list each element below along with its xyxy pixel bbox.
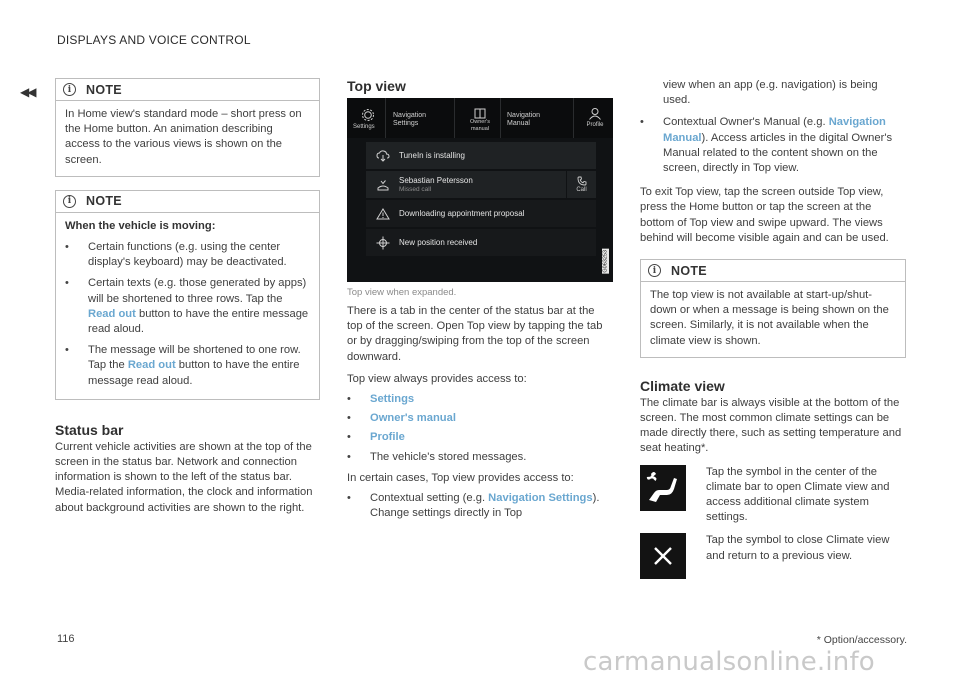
note-title: NOTE (86, 82, 122, 97)
status-bar-heading: Status bar (55, 421, 124, 438)
access-list (347, 392, 613, 465)
climate-view-heading: Climate view (640, 377, 725, 394)
missed-call-icon (377, 179, 389, 191)
figure-caption: Top view when expanded. (347, 287, 457, 298)
list-item: • The message will be shortened to one row. Tap the Read out button to have the entire message read aloud. (65, 343, 309, 389)
gear-icon (361, 108, 375, 122)
profile-shortcut[interactable]: Profile (581, 98, 609, 138)
download-icon (376, 150, 390, 162)
info-icon: i (648, 264, 661, 277)
phone-icon (577, 176, 587, 186)
footnote: * Option/accessory. (816, 634, 907, 646)
status-bar-text: Current vehicle activities are shown at the top of the screen in the status bar. Network and connection information is shown to the left of the status bar. Media-related information, the clock and information about background activities are shown to the right. (55, 440, 313, 514)
settings-link[interactable]: Settings (370, 393, 415, 406)
climate-open-row (640, 465, 906, 526)
message-list (366, 142, 596, 258)
climate-fan-icon (640, 465, 686, 511)
message-item[interactable]: TuneIn is installing (366, 142, 596, 169)
warning-icon (376, 208, 390, 220)
top-view-heading: Top view (347, 78, 406, 94)
close-icon (640, 533, 686, 579)
climate-open-text: Tap the symbol in the center of the climate bar to open Climate view and access additional climate system settings. (706, 465, 890, 524)
climate-close-text: Tap the symbol to close Climate view and return to a previous view. (706, 534, 890, 562)
page-number: 116 (57, 633, 75, 645)
read-out-link[interactable]: Read out (127, 359, 176, 372)
image-code: G063253 (602, 250, 609, 273)
profile-icon (588, 107, 602, 120)
note-lead: When the vehicle is moving: (65, 219, 216, 232)
owners-manual-shortcut[interactable]: Owner's manual (465, 98, 495, 138)
navigation-manual-link[interactable]: Navigation Manual (663, 116, 886, 144)
location-icon (376, 236, 390, 250)
list-item (347, 411, 613, 426)
paragraph: Top view always provides access to: (347, 372, 527, 385)
message-item[interactable]: New position received (366, 229, 596, 256)
list-item (347, 430, 613, 445)
note-home-view (55, 78, 320, 177)
info-icon: i (63, 195, 76, 208)
paragraph: To exit Top view, tap the screen outside Top view, press the Home button or tap the screen at the bottom of Top view and swipe upward. The views behind will become visible again and can be used. (640, 186, 889, 244)
top-view-screenshot (347, 98, 613, 282)
profile-link[interactable]: Profile (370, 431, 405, 444)
message-item[interactable]: Downloading appointment proposal (366, 200, 596, 227)
note-title: NOTE (671, 263, 707, 278)
call-button[interactable]: Call (566, 171, 596, 198)
note-vehicle-moving (55, 190, 320, 400)
message-item[interactable]: Sebastian Petersson Missed call Call (366, 171, 596, 198)
paragraph: In certain cases, Top view provides access to: (347, 471, 574, 484)
settings-shortcut[interactable]: Settings (353, 98, 381, 138)
climate-close-row (640, 533, 906, 579)
note-top-view (640, 259, 906, 358)
list-item: • Contextual setting (e.g. Navigation Settings). Change settings directly in Top (347, 491, 613, 521)
list-item: • Certain texts (e.g. those generated by apps) will be shortened to three rows. Tap the Read out button to have the entire message read aloud. (65, 276, 309, 337)
continued-marker: ◀◀ (20, 85, 35, 99)
column-middle (347, 78, 613, 527)
site-watermark: carmanualsonline.info (583, 647, 875, 677)
list-item: • The vehicle's stored messages. (347, 450, 613, 465)
list-item-continued: • view when an app (e.g. navigation) is being used. (640, 78, 906, 108)
read-out-link[interactable]: Read out (88, 307, 136, 320)
list-item: • Contextual Owner's Manual (e.g. Navigation Manual). Access articles in the digital Owner's Manual related to the content shown on the screen, directly in Top view. (640, 115, 906, 176)
note-text: The top view is not available at start-up/shut-down or when a message is being shown on the screen. Similarly, it is not available when the climate view is shown. (650, 289, 889, 347)
top-view-toolbar (347, 98, 613, 138)
note-title: NOTE (86, 194, 122, 209)
note-text: In Home view's standard mode – short press on the Home button. An animation describing access to the various views is shown on the screen. (65, 108, 302, 166)
column-right (640, 78, 906, 579)
section-header: DISPLAYS AND VOICE CONTROL (57, 33, 251, 47)
owners-manual-link[interactable]: Owner's manual (370, 412, 456, 425)
list-item: • Certain functions (e.g. using the center display's keyboard) may be deactivated. (65, 240, 309, 270)
paragraph: The climate bar is always visible at the bottom of the screen. The most common climate settings can be made directly there, such as setting temperature and seat heating*. (640, 396, 902, 455)
list-item (347, 392, 613, 407)
paragraph: There is a tab in the center of the status bar at the top of the screen. Open Top view by tapping the tab or by dragging/swiping from the top of the screen downward. (347, 305, 603, 363)
column-left (55, 78, 320, 516)
navigation-settings-shortcut[interactable]: Navigation Settings (393, 112, 427, 127)
navigation-manual-shortcut[interactable]: Navigation Manual (507, 112, 541, 127)
info-icon: i (63, 83, 76, 96)
navigation-settings-link[interactable]: Navigation Settings (488, 492, 593, 505)
book-icon (474, 108, 486, 119)
